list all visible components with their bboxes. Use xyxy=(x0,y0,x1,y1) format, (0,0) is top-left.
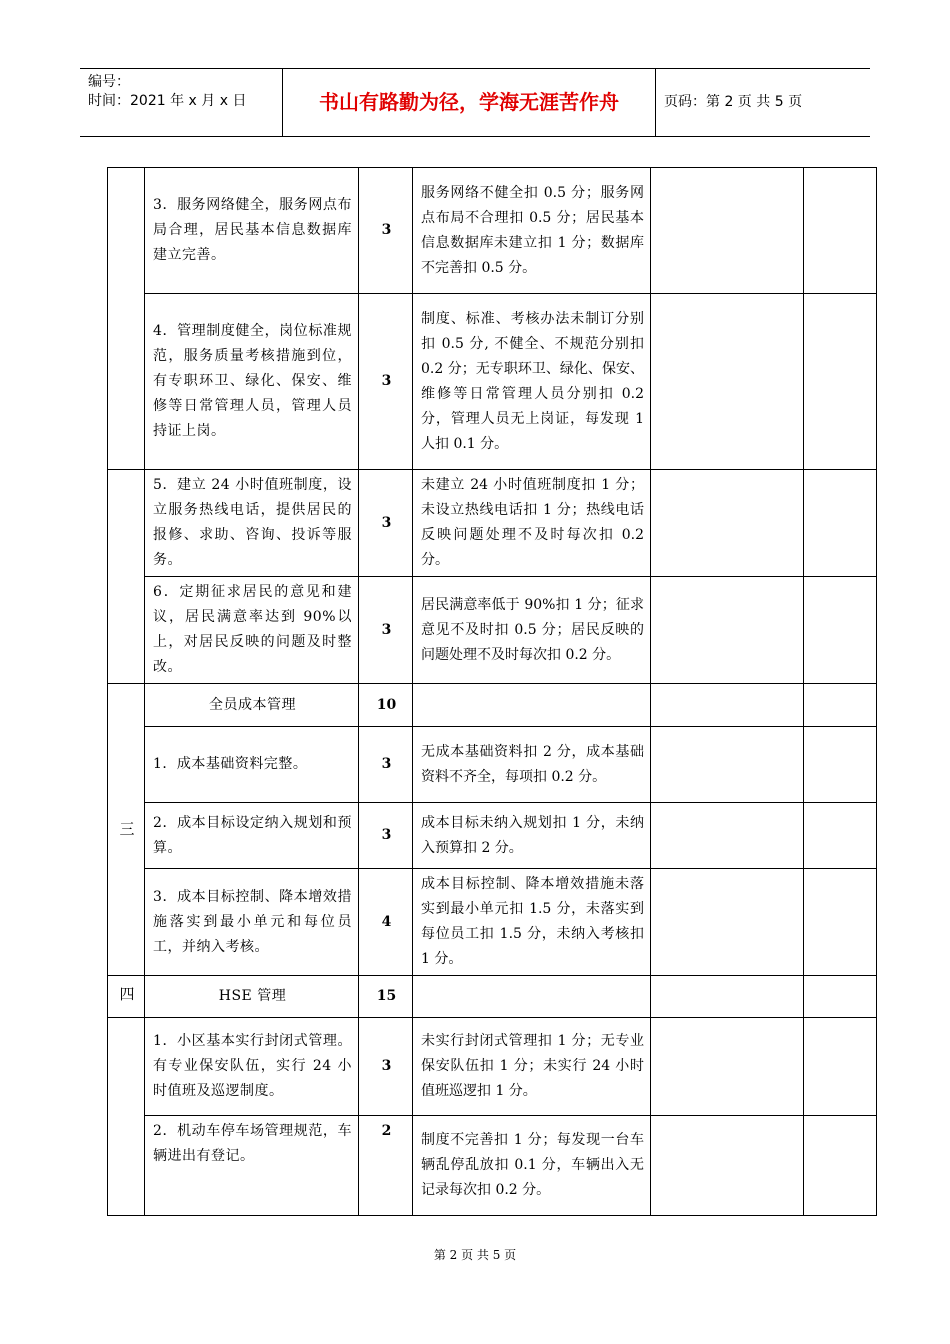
score-cell: 10 xyxy=(359,684,413,727)
assessment-table xyxy=(107,167,877,1216)
criteria-cell xyxy=(413,976,651,1018)
section-index-cell xyxy=(108,168,145,470)
table-row xyxy=(108,727,877,803)
table-row xyxy=(108,1018,877,1116)
document-number-label: 编号： xyxy=(88,74,130,90)
criteria-cell: 居民满意率低于 90%扣 1 分；征求意见不及时扣 0.5 分；居民反映的问题处理不及时每次扣 0.2 分。 xyxy=(413,577,651,684)
empty-cell xyxy=(651,684,804,727)
score-cell: 3 xyxy=(359,727,413,803)
empty-cell xyxy=(804,1116,877,1216)
section-index-3: 三 xyxy=(108,684,145,976)
empty-cell xyxy=(651,869,804,976)
header-page-number: 页码：第 2 页 共 5 页 xyxy=(664,94,803,110)
criteria-cell: 服务网络不健全扣 0.5 分；服务网点布局不合理扣 0.5 分；居民基本信息数据库未建立扣 1 分；数据库不完善扣 0.5 分。 xyxy=(413,168,651,294)
empty-cell xyxy=(804,869,877,976)
header-motto: 书山有路勤为径，学海无涯苦作舟 xyxy=(282,69,656,136)
criteria-cell xyxy=(413,684,651,727)
score-cell: 2 xyxy=(359,1116,413,1216)
empty-cell xyxy=(651,976,804,1018)
table-row xyxy=(108,168,877,294)
section-title-cell: HSE 管理 xyxy=(145,976,359,1018)
table-row xyxy=(108,470,877,577)
table-row xyxy=(108,1116,877,1216)
criteria-cell: 制度不完善扣 1 分；每发现一台车辆乱停乱放扣 0.1 分，车辆出入无记录每次扣 0.2 分。 xyxy=(413,1116,651,1216)
criteria-cell: 未建立 24 小时值班制度扣 1 分；未设立热线电话扣 1 分；热线电话反映问题处理不及时每次扣 0.2 分。 xyxy=(413,470,651,577)
table-row xyxy=(108,976,877,1018)
score-cell: 3 xyxy=(359,803,413,869)
page-header xyxy=(80,68,870,137)
empty-cell xyxy=(651,1018,804,1116)
criteria-cell: 成本目标未纳入规划扣 1 分，未纳入预算扣 2 分。 xyxy=(413,803,651,869)
table-row xyxy=(108,869,877,976)
score-cell: 3 xyxy=(359,294,413,470)
section-index-4: 四 xyxy=(108,976,145,1018)
empty-cell xyxy=(651,470,804,577)
item-cell: 1．成本基础资料完整。 xyxy=(145,727,359,803)
item-cell: 6．定期征求居民的意见和建议，居民满意率达到 90%以上，对居民反映的问题及时整改。 xyxy=(145,577,359,684)
table-row xyxy=(108,803,877,869)
table-row xyxy=(108,294,877,470)
empty-cell xyxy=(651,727,804,803)
item-cell: 3．成本目标控制、降本增效措施落实到最小单元和每位员工，并纳入考核。 xyxy=(145,869,359,976)
score-cell: 3 xyxy=(359,168,413,294)
item-cell: 2．机动车停车场管理规范，车辆进出有登记。 xyxy=(145,1116,359,1216)
item-cell: 1．小区基本实行封闭式管理。有专业保安队伍，实行 24 小时值班及巡逻制度。 xyxy=(145,1018,359,1116)
table-row xyxy=(108,684,877,727)
header-meta xyxy=(80,69,282,136)
empty-cell xyxy=(651,1116,804,1216)
criteria-cell: 未实行封闭式管理扣 1 分；无专业保安队伍扣 1 分；未实行 24 小时值班巡逻扣 1 分。 xyxy=(413,1018,651,1116)
score-cell: 3 xyxy=(359,470,413,577)
score-cell: 3 xyxy=(359,1018,413,1116)
criteria-cell: 无成本基础资料扣 2 分，成本基础资料不齐全，每项扣 0.2 分。 xyxy=(413,727,651,803)
item-cell: 3．服务网络健全，服务网点布局合理，居民基本信息数据库建立完善。 xyxy=(145,168,359,294)
score-cell: 3 xyxy=(359,577,413,684)
section-title-cell: 全员成本管理 xyxy=(145,684,359,727)
score-cell: 15 xyxy=(359,976,413,1018)
item-cell: 4．管理制度健全，岗位标准规范，服务质量考核措施到位，有专职环卫、绿化、保安、维修等日常管理人员，管理人员持证上岗。 xyxy=(145,294,359,470)
criteria-cell: 成本目标控制、降本增效措施未落实到最小单元扣 1.5 分，未落实到每位员工扣 1.5 分，未纳入考核扣 1 分。 xyxy=(413,869,651,976)
table-row xyxy=(108,577,877,684)
empty-cell xyxy=(804,294,877,470)
empty-cell xyxy=(651,803,804,869)
empty-cell xyxy=(804,470,877,577)
empty-cell xyxy=(804,168,877,294)
empty-cell xyxy=(804,976,877,1018)
item-cell: 2．成本目标设定纳入规划和预算。 xyxy=(145,803,359,869)
section-index-cell xyxy=(108,470,145,684)
empty-cell xyxy=(804,684,877,727)
empty-cell xyxy=(651,577,804,684)
score-cell: 4 xyxy=(359,869,413,976)
empty-cell xyxy=(804,803,877,869)
section-index-cell xyxy=(108,1018,145,1216)
empty-cell xyxy=(651,168,804,294)
criteria-cell: 制度、标准、考核办法未制订分别扣 0.5 分, 不健全、不规范分别扣 0.2 分；无专职环卫、绿化、保安、维修等日常管理人员分别扣 0.2 分，管理人员无上岗证，每发现 1 人扣 0.1 分。 xyxy=(413,294,651,470)
page-footer: 第 2 页 共 5 页 xyxy=(433,1248,517,1262)
empty-cell xyxy=(804,727,877,803)
empty-cell xyxy=(804,1018,877,1116)
document-date-label: 时间：2021 年 x 月 x 日 xyxy=(88,93,247,109)
empty-cell xyxy=(804,577,877,684)
empty-cell xyxy=(651,294,804,470)
item-cell: 5．建立 24 小时值班制度，设立服务热线电话，提供居民的报修、求助、咨询、投诉等服务。 xyxy=(145,470,359,577)
